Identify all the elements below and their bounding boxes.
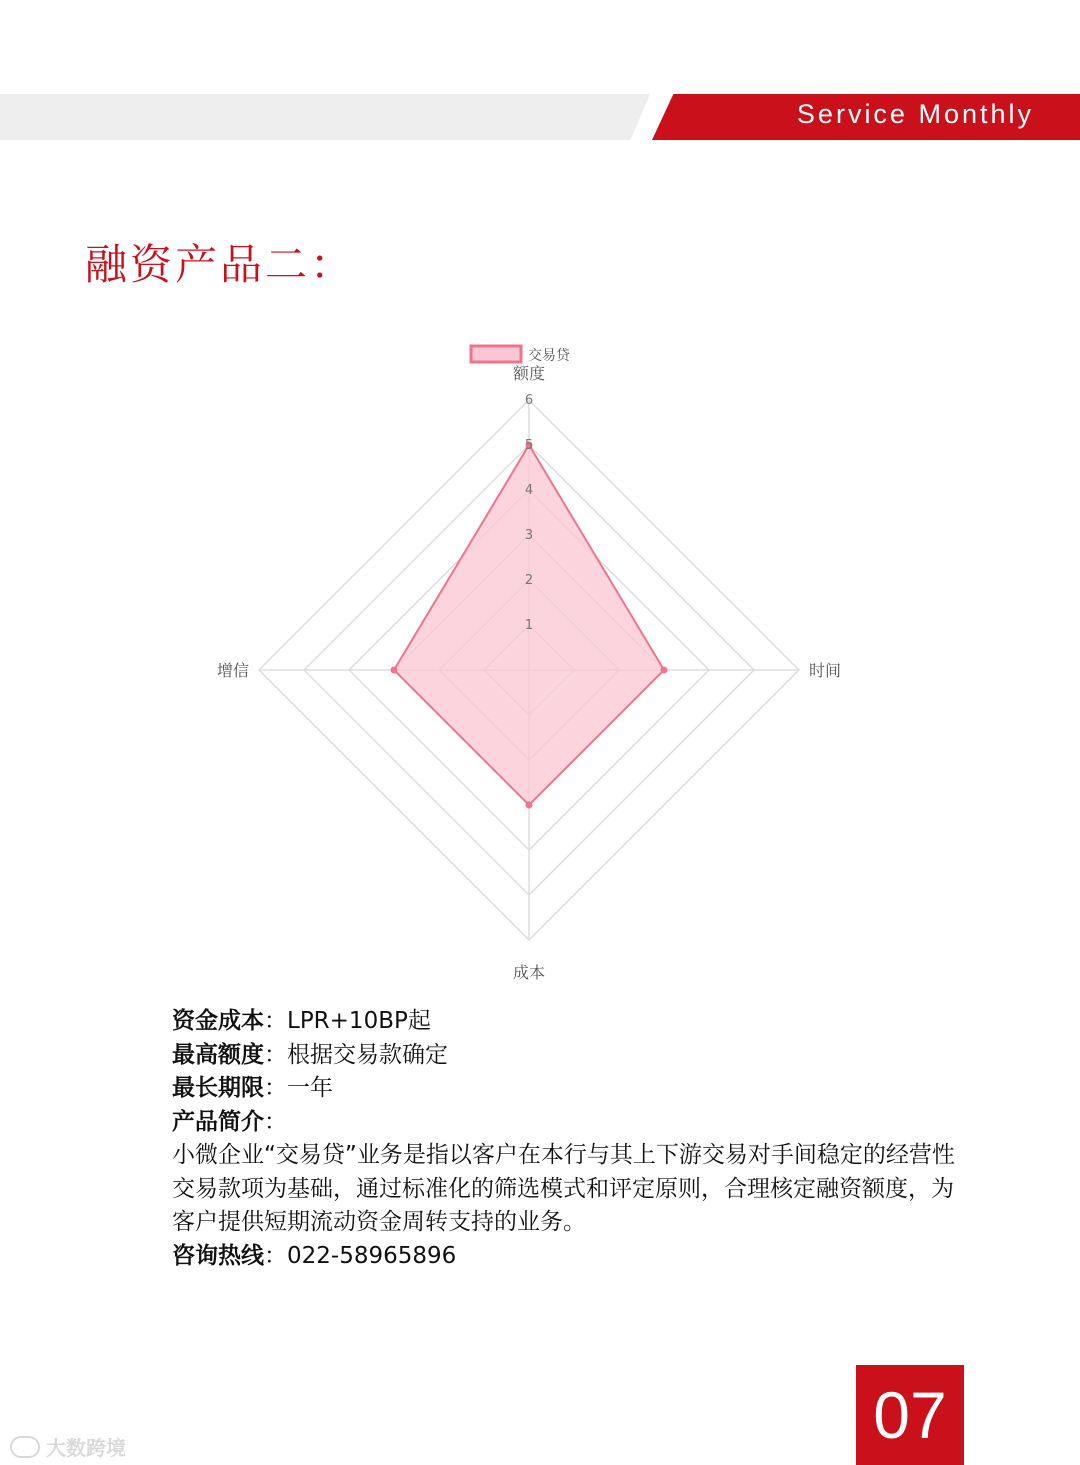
info-limit-row [172,1039,972,1073]
watermark [10,1432,126,1461]
info-hotline-row [172,1240,972,1274]
hotline-label: 咨询热线 [172,1242,264,1269]
tick-label: 6 [524,393,534,408]
tick-label: 3 [524,528,534,543]
axis-label: 时间 [808,661,842,680]
intro-sep: ： [264,1108,287,1135]
chart-legend [471,346,571,364]
watermark-text: 大数跨境 [46,1436,126,1460]
legend-swatch [471,346,521,362]
axis-label: 额度 [512,364,546,383]
radar-chart [195,330,875,982]
limit-label: 最高额度 [172,1041,264,1068]
hotline-sep: ： [264,1242,287,1269]
limit-sep: ： [264,1041,287,1068]
tick-label: 1 [524,618,534,633]
page-number: 07 [856,1365,964,1465]
tick-label: 4 [524,483,534,498]
cost-value: LPR+10BP起 [287,1008,431,1034]
hotline-value: 022-58965896 [287,1242,457,1269]
tick-label: 5 [524,438,534,453]
info-cost-row [172,1005,972,1039]
data-point [661,667,668,674]
header-gray-band [0,94,650,140]
cost-sep: ： [264,1008,287,1034]
header-title: Service Monthly [796,99,1034,129]
tick-label: 2 [524,573,534,588]
term-value: 一年 [287,1075,333,1101]
term-sep: ： [264,1075,287,1101]
info-term-row [172,1072,972,1106]
data-point [391,667,398,674]
intro-text: 小微企业“交易贷”业务是指以客户在本行与其上下游交易对手间稳定的经营性交易款项为基础，通过标准化的筛选模式和评定原则，合理核定融资额度，为客户提供短期流动资金周转支持的业务。 [172,1142,955,1235]
legend-label: 交易贷 [528,348,570,364]
intro-label: 产品简介 [172,1108,264,1135]
cost-label: 资金成本 [172,1008,264,1034]
data-point [526,802,533,809]
axis-label: 增信 [216,661,250,680]
term-label: 最长期限 [172,1075,264,1101]
page-title: 融资产品二： [85,240,356,289]
limit-value: 根据交易款确定 [287,1041,448,1068]
axis-label: 成本 [512,963,546,982]
info-intro-row [172,1106,972,1140]
watermark-logo-icon [10,1436,40,1458]
product-info [172,1005,972,1273]
